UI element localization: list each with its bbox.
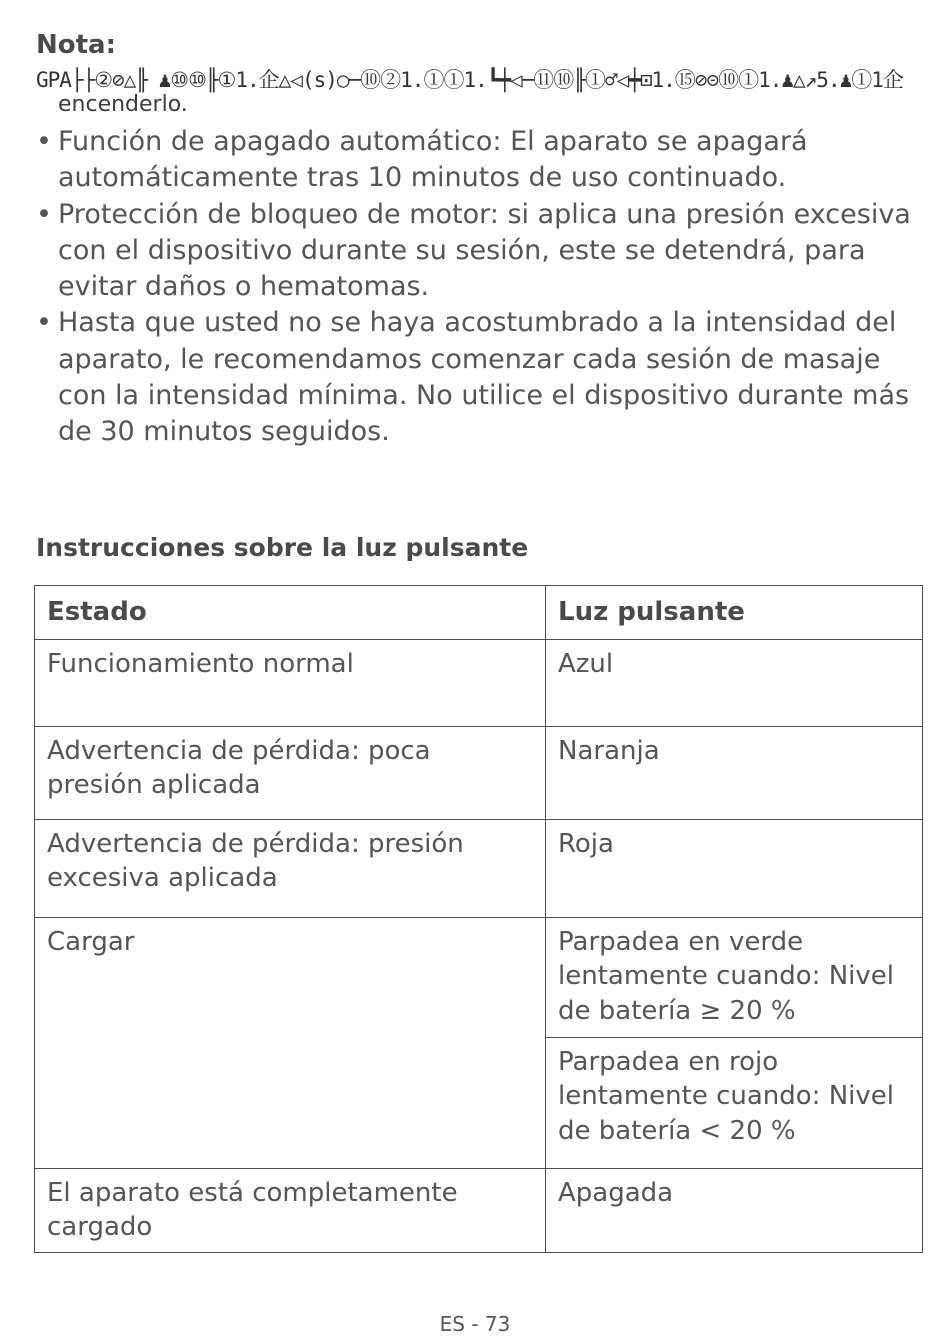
note-continuation: encenderlo. bbox=[58, 92, 188, 117]
page-number: ES - 73 bbox=[439, 1312, 511, 1336]
table-row bbox=[35, 639, 923, 726]
bullet-motor-lock: • Protección de bloqueo de motor: si aplica una presión excesiva con el dispositivo durante su sesión, este se detendrá, para evitar daños o hematomas. bbox=[36, 197, 920, 306]
table-row bbox=[35, 917, 923, 1037]
estado-cell: Funcionamiento normal bbox=[35, 639, 546, 726]
luz-cell: Apagada bbox=[546, 1168, 923, 1252]
table-row bbox=[35, 819, 923, 917]
bullet-auto-off: • Función de apagado automático: El aparato se apagará automáticamente tras 10 minutos de uso continuado. bbox=[36, 124, 920, 197]
header-estado: Estado bbox=[35, 586, 546, 640]
luz-cell: Naranja bbox=[546, 726, 923, 819]
note-title: Nota: bbox=[36, 30, 116, 60]
estado-cell: Advertencia de pérdida: poca presión aplicada bbox=[35, 726, 546, 819]
table-row bbox=[35, 1168, 923, 1252]
luz-cell: Roja bbox=[546, 819, 923, 917]
garbled-text-line: GPA├├②⊘△╟ ♟⑩⑩╟①1.企△◁(s)○─⑩②1.①①1.┗┿◁─⑪⑩╟①♂◁┿⊡1.⑮⊘⊝⑩①1.♟△↗5.♟①1企 bbox=[36, 68, 903, 92]
pulse-light-table bbox=[34, 585, 923, 1253]
header-luz-pulsante: Luz pulsante bbox=[546, 586, 923, 640]
luz-cell: Parpadea en verde lentamente cuando: Nivel de batería ≥ 20 % bbox=[546, 917, 923, 1037]
estado-cell: El aparato está completamente cargado bbox=[35, 1168, 546, 1252]
table-row bbox=[35, 726, 923, 819]
bullet-intensity-advice: • Hasta que usted no se haya acostumbrado a la intensidad del aparato, le recomendamos comenzar cada sesión de masaje con la intensidad mínima. No utilice el dispositivo durante más de 30 minutos seguidos. bbox=[36, 305, 920, 450]
table-header-row bbox=[35, 586, 923, 640]
estado-cell: Cargar bbox=[35, 917, 546, 1168]
section-title: Instrucciones sobre la luz pulsante bbox=[36, 533, 529, 562]
luz-cell: Azul bbox=[546, 639, 923, 726]
luz-cell: Parpadea en rojo lentamente cuando: Nivel de batería < 20 % bbox=[546, 1037, 923, 1168]
estado-cell: Advertencia de pérdida: presión excesiva aplicada bbox=[35, 819, 546, 917]
feature-bullet-list bbox=[36, 124, 920, 451]
